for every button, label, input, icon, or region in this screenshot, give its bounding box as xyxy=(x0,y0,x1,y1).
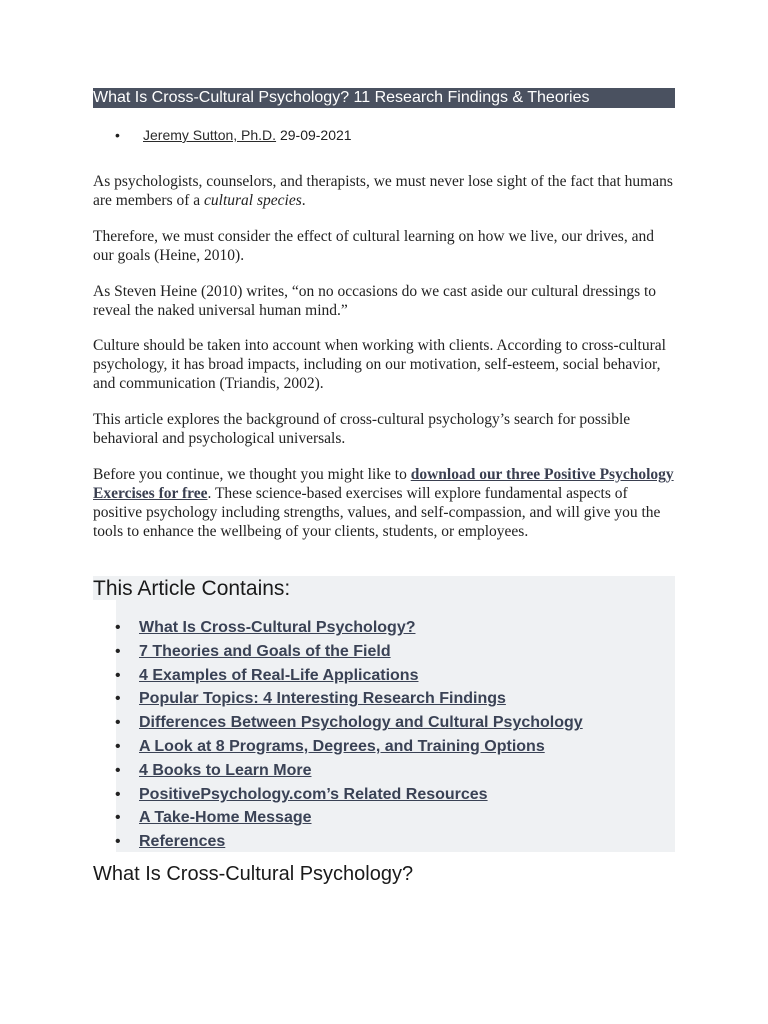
bullet-icon: • xyxy=(115,666,121,684)
toc-link-differences[interactable]: Differences Between Psychology and Cultural Psychology xyxy=(139,714,583,732)
bullet-icon: • xyxy=(115,833,121,851)
toc-link-resources[interactable]: PositivePsychology.com’s Related Resources xyxy=(139,785,488,803)
intro-paragraph-2: Therefore, we must consider the effect of cultural learning on how we live, our drives, and our goals (Heine, 2010). xyxy=(93,228,654,264)
toc-link-programs[interactable]: A Look at 8 Programs, Degrees, and Training Options xyxy=(139,737,545,755)
publish-date: 29-09-2021 xyxy=(279,127,352,143)
bullet-icon: • xyxy=(115,619,121,636)
download-exercises-link[interactable]: download our three Positive Psychology Exercises for free xyxy=(93,466,674,502)
toc-link-popular-topics[interactable]: Popular Topics: 4 Interesting Research Findings xyxy=(139,690,506,708)
toc-link-books[interactable]: 4 Books to Learn More xyxy=(139,761,312,779)
bullet-icon: • xyxy=(115,809,121,827)
toc-heading: This Article Contains: xyxy=(93,577,291,600)
intro-text-1-end: . xyxy=(301,192,306,209)
toc-link-what-is[interactable]: What Is Cross-Cultural Psychology? xyxy=(139,619,416,636)
heine-quote-paragraph: As Steven Heine (2010) writes, “on no occasions do we cast aside our cultural dressings to reveal the naked universal human mind.” xyxy=(93,283,657,319)
toc-link-take-home[interactable]: A Take-Home Message xyxy=(139,809,312,827)
bullet-icon: • xyxy=(115,737,121,755)
cultural-species-emphasis: cultural species xyxy=(204,192,302,209)
toc-link-references[interactable]: References xyxy=(139,833,226,851)
bullet-icon: • xyxy=(115,761,121,779)
download-text-end: . These science-based exercises will explore fundamental aspects of positive psychology including strengths, values, and self-compassion, and will give you the tools to enhance the wellbeing of your clients, students, or employees. xyxy=(93,485,661,540)
bullet-icon: • xyxy=(115,785,121,803)
article-title: What Is Cross-Cultural Psychology? 11 Research Findings & Theories xyxy=(93,88,675,108)
intro-text-1: As psychologists, counselors, and therapists, we must never lose sight of the fact that humans are members of a xyxy=(93,173,673,209)
intro-paragraph-1 xyxy=(93,172,675,210)
byline-content xyxy=(143,126,352,144)
intro-paragraph-4: Culture should be taken into account when working with clients. According to cross-cultural psychology, it has broad impacts, including on our motivation, self-esteem, social behavior, and communication (Triandis, 2002). xyxy=(93,337,666,392)
bullet-icon: • xyxy=(115,714,121,732)
bullet-icon: • xyxy=(115,690,121,708)
toc-link-examples[interactable]: 4 Examples of Real-Life Applications xyxy=(139,666,419,684)
bullet-icon: • xyxy=(115,127,120,143)
bullet-icon: • xyxy=(115,642,121,660)
download-paragraph xyxy=(93,465,675,541)
download-text-start: Before you continue, we thought you might like to xyxy=(93,466,411,483)
author-link[interactable]: Jeremy Sutton, Ph.D. xyxy=(143,127,277,143)
section-heading: What Is Cross-Cultural Psychology? xyxy=(93,863,414,885)
toc-gutter xyxy=(93,600,116,852)
toc-link-theories[interactable]: 7 Theories and Goals of the Field xyxy=(139,642,391,660)
intro-paragraph-5: This article explores the background of cross-cultural psychology’s search for possible behavioral and psychological universals. xyxy=(93,411,631,447)
